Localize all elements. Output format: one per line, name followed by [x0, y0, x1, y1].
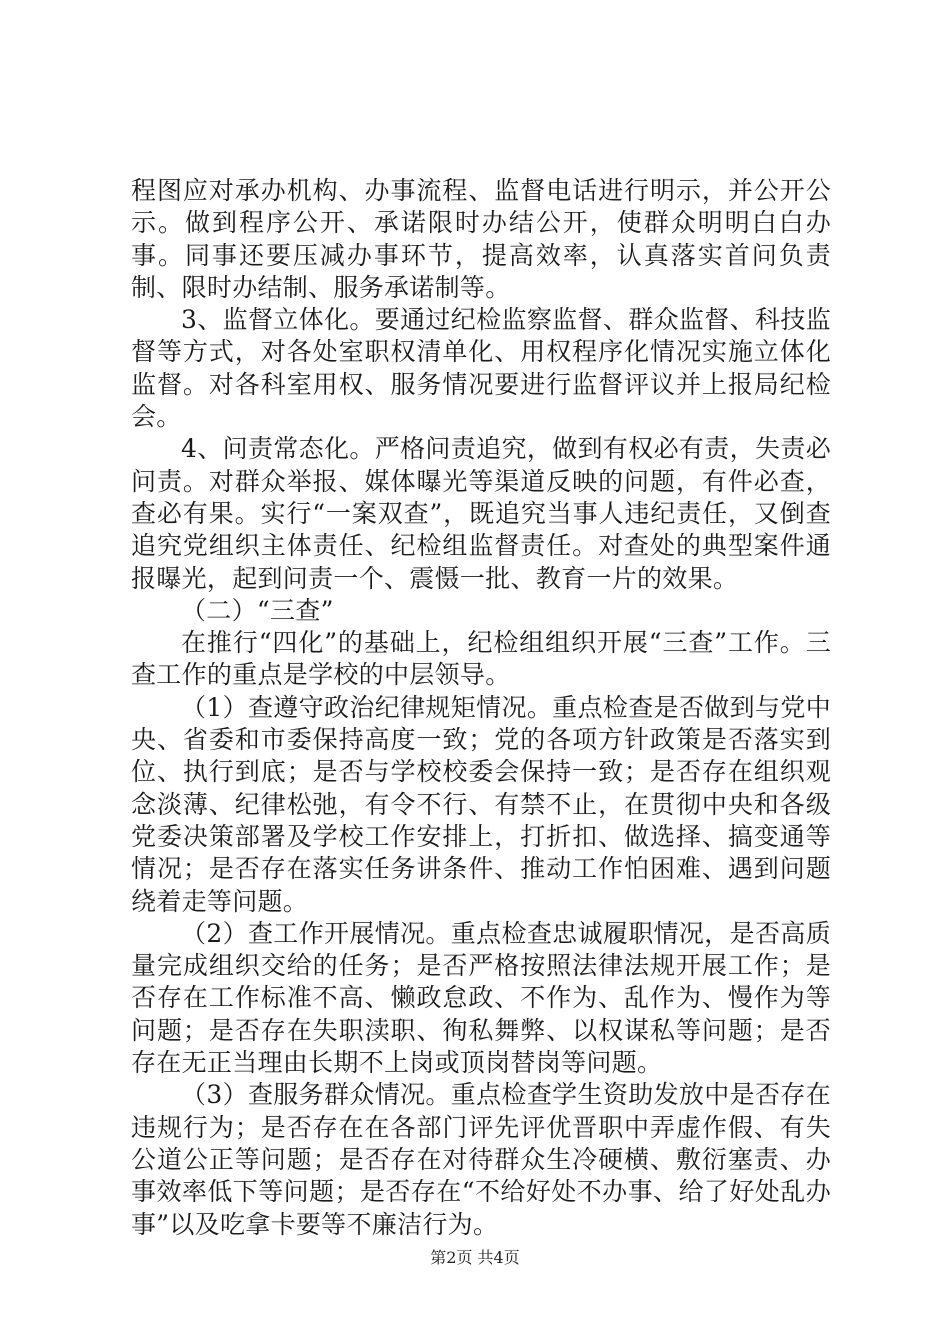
- paragraph-check-service: （3）查服务群众情况。重点检查学生资助发放中是否存在违规行为；是否存在在各部门评先评优晋职中弄虚作假、有失公道公正等问题；是否存在对待群众生冷硬横、敷衍塞责、办事效率低下等问题；是否存在“不给好处不办事、给了好处乱办事”以及吃拿卡要等不廉洁行为。: [131, 1080, 831, 1239]
- page-footer: 第2页 共4页: [430, 1248, 520, 1267]
- document-body: [131, 175, 831, 1241]
- paragraph-check-discipline: （1）查遵守政治纪律规矩情况。重点检查是否做到与党中央、省委和市委保持高度一致；党的各项方针政策是否落实到位、执行到底；是否与学校校委会保持一致；是否存在组织观念淡薄、纪律松弛，有令不行、有禁不止，在贯彻中央和各级党委决策部署及学校工作安排上，打折扣、做选择、搞变通等情况；是否存在落实任务讲条件、推动工作怕困难、遇到问题绕着走等问题。: [131, 692, 831, 916]
- section-heading-three-checks: （二）“三查”: [181, 595, 334, 625]
- paragraph-check-work: （2）查工作开展情况。重点检查忠诚履职情况，是否高质量完成组织交给的任务；是否严格按照法律法规开展工作；是否存在工作标准不高、懒政怠政、不作为、乱作为、慢作为等问题；是否存在失职渎职、徇私舞弊、以权谋私等问题；是否存在无正当理由长期不上岗或顶岗替岗等问题。: [131, 918, 831, 1078]
- paragraph-accountability: 4、问责常态化。严格问责追究，做到有权必有责，失责必问责。对群众举报、媒体曝光等渠道反映的问题，有件必查，查必有果。实行“一案双查”，既追究当事人违纪责任，又倒查追究党组织主体责任、纪检组监督责任。对查处的典型案件通报曝光，起到问责一个、震慑一批、教育一片的效果。: [131, 434, 831, 593]
- paragraph-three-checks-intro: 在推行“四化”的基础上，纪检组组织开展“三查”工作。三查工作的重点是学校的中层领导。: [131, 628, 831, 690]
- paragraph-supervision: 3、监督立体化。要通过纪检监察监督、群众监督、科技监督等方式，对各处室职权清单化、用权程序化情况实施立体化监督。对各科室用权、服务情况要进行监督评议并上报局纪检会。: [131, 305, 831, 432]
- paragraph-continuation: 程图应对承办机构、办事流程、监督电话进行明示，并公开公示。做到程序公开、承诺限时办结公开，使群众明明白白办事。同事还要压减办事环节，提高效率，认真落实首问负责制、限时办结制、服务承诺制等。: [131, 176, 831, 302]
